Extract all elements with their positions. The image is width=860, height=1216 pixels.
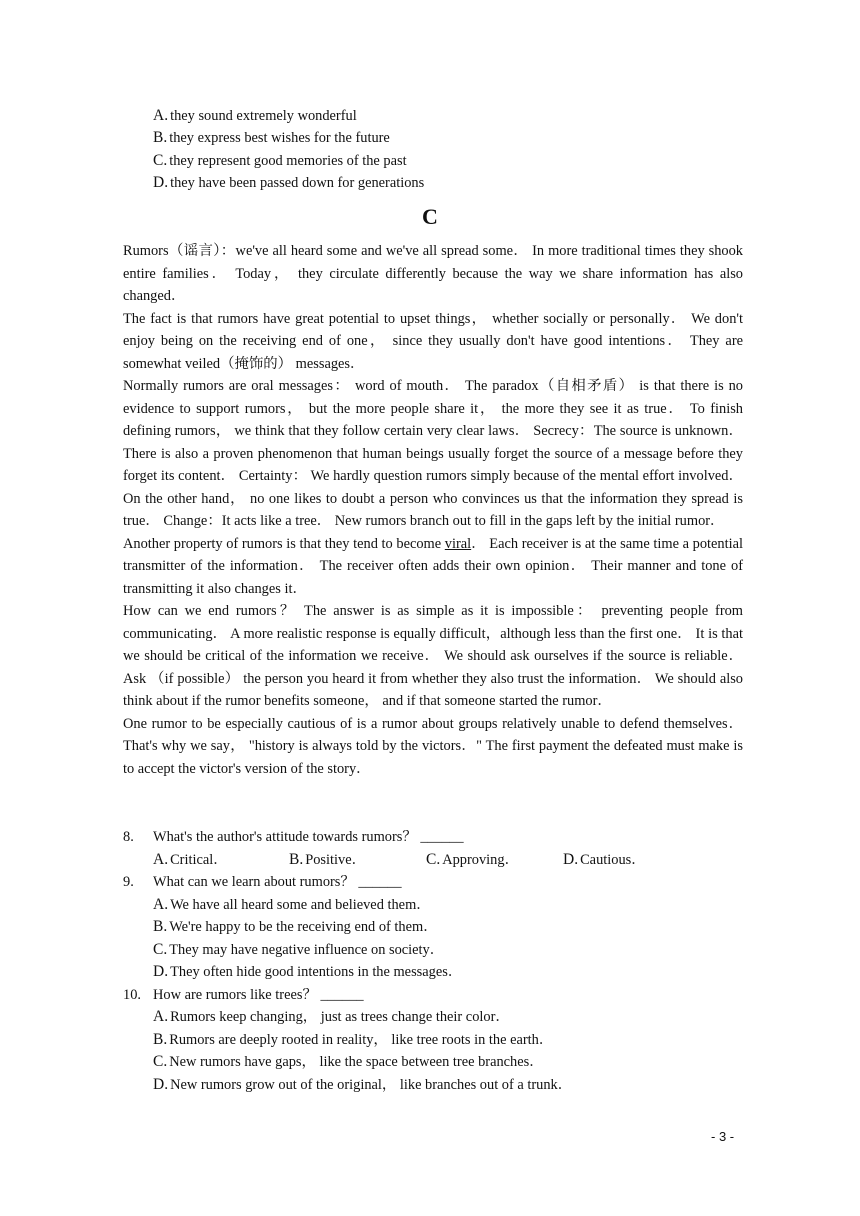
passage-paragraph-1: Rumors（谣言）：we've all heard some and we've all spread some． In more traditional times they shook entire families． Today， they circulate differently because the way we share information has also changed．: [123, 243, 743, 304]
option-a: [153, 849, 289, 871]
option-text: We're happy to be the receiving end of them．: [169, 919, 438, 935]
question-number: 8.: [123, 829, 134, 845]
paragraph-4-end: ． Each receiver is at the same time a potential transmitter of the information． The receiver often adds their own opinion． Their manner and tone of transmitting it also changes it．: [123, 535, 744, 597]
option-text: New rumors grow out of the original， like branches out of a trunk．: [170, 1077, 573, 1093]
option-letter: D.: [153, 174, 169, 191]
option-letter: D.: [153, 963, 169, 980]
underlined-word-viral: viral: [444, 535, 472, 552]
option-text: They may have negative influence on society．: [169, 942, 445, 958]
option-letter: A.: [153, 851, 169, 868]
option-letter: B.: [153, 1031, 168, 1048]
question-8-stem: [123, 826, 464, 848]
option-text: they sound extremely wonderful: [170, 108, 357, 124]
option-text: Rumors keep changing， just as trees change their color．: [170, 1009, 510, 1025]
question-9-option-b: [153, 916, 438, 938]
option-text: they express best wishes for the future: [169, 130, 390, 146]
option-c: [426, 849, 563, 871]
question-9-stem: [123, 871, 402, 893]
option-d: [563, 849, 646, 871]
option-text: We have all heard some and believed them．: [170, 897, 431, 913]
option-letter: A.: [153, 1008, 169, 1025]
option-letter: B.: [289, 851, 304, 868]
question-10-option-b: [153, 1029, 553, 1051]
paragraph-4-start: Another property of rumors is that they tend to become: [123, 535, 445, 552]
option-text: they represent good memories of the past: [169, 153, 407, 169]
question-10-option-a: [153, 1006, 510, 1028]
question-8-options: [153, 849, 713, 871]
option-text: New rumors have gaps， like the space between tree branches．: [169, 1054, 544, 1070]
option-b-line: [153, 127, 390, 149]
option-letter: C.: [426, 851, 441, 868]
option-b: [289, 849, 426, 871]
reading-passage: [123, 240, 743, 780]
option-text: Critical．: [170, 852, 228, 868]
passage-paragraph-3: Normally rumors are oral messages： word of mouth． The paradox（自相矛盾） is that there is no evidence to support rumors， but the more people share it， the more they see it as true． To finish defining rumors， we think that they follow certain very clear laws． Secrecy：The source is unknown． There is also a proven phenomenon that human beings usually forget the source of a message before they forget its content． Certainty： We hardly question rumors simply because of the mental effort involved． On the other hand， no one likes to doubt a person who convinces us that the information they spread is true． Change：It acts like a tree． New rumors branch out to fill in the gaps left by the initial rumor．: [123, 378, 743, 529]
option-letter: D.: [563, 851, 579, 868]
section-heading: C: [422, 204, 438, 229]
option-letter: B.: [153, 129, 168, 146]
option-text: They often hide good intentions in the messages．: [170, 964, 463, 980]
question-text: How are rumors like trees？ ______: [153, 987, 364, 1003]
page-number: - 3 -: [711, 1129, 735, 1144]
option-letter: C.: [153, 941, 168, 958]
option-letter: D.: [153, 1076, 169, 1093]
option-letter: B.: [153, 918, 168, 935]
passage-paragraph-4: [123, 533, 743, 601]
option-a-line: [153, 105, 357, 127]
option-d-line: [153, 172, 424, 194]
question-10-option-d: [153, 1074, 572, 1096]
question-text: What can we learn about rumors？ ______: [153, 874, 402, 890]
passage-paragraph-6: One rumor to be especially cautious of is a rumor about groups relatively unable to defend themselves． That's why we say， "history is always told by the victors．" The first payment the defeated must make is to accept the victor's version of the story．: [123, 715, 743, 777]
question-9-option-d: [153, 961, 462, 983]
option-c-line: [153, 150, 407, 172]
question-text: What's the author's attitude towards rumors？ ______: [153, 829, 464, 845]
passage-paragraph-5: How can we end rumors？ The answer is as simple as it is impossible： preventing people from communicating． A more realistic response is equally difficult，although less than the first one． It is that we should be critical of the information we receive． We should ask ourselves if the source is reliable． Ask （if possible） the person you heard it from whether they also trust the information． We should also think about if the rumor benefits someone， and if that someone started the rumor．: [123, 603, 743, 709]
question-10-stem: [123, 984, 364, 1006]
question-number: 10.: [123, 987, 141, 1003]
question-10-option-c: [153, 1051, 544, 1073]
question-9-option-c: [153, 939, 444, 961]
option-text: Rumors are deeply rooted in reality， like tree roots in the earth．: [169, 1032, 554, 1048]
option-text: Cautious．: [580, 852, 646, 868]
option-text: Positive．: [305, 852, 366, 868]
option-letter: C.: [153, 1053, 168, 1070]
question-9-option-a: [153, 894, 431, 916]
option-letter: C.: [153, 152, 168, 169]
option-letter: A.: [153, 107, 169, 124]
option-text: they have been passed down for generations: [170, 175, 425, 191]
option-text: Approving．: [442, 852, 519, 868]
question-number: 9.: [123, 874, 134, 890]
passage-paragraph-2: The fact is that rumors have great potential to upset things， whether socially or personally． We don't enjoy being on the receiving end of one， since they usually don't have good intentions． They are somewhat veiled（掩饰的） messages．: [123, 310, 743, 372]
option-letter: A.: [153, 896, 169, 913]
